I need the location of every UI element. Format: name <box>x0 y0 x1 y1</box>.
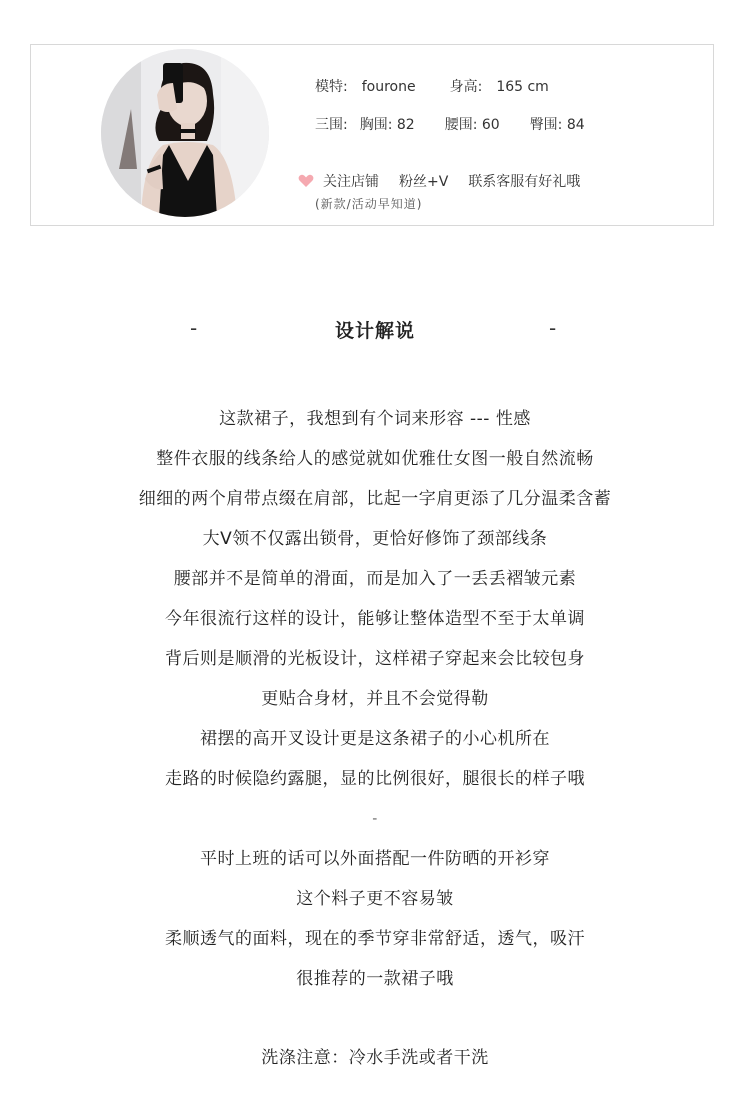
model-name-row <box>315 76 549 96</box>
hip-value: 臀围: 84 <box>529 117 585 133</box>
height-label: 身高: <box>449 79 483 95</box>
news-note: (新款/活动早知道) <box>315 197 423 211</box>
contact-service-link[interactable]: 联系客服有好礼哦 <box>468 174 581 190</box>
waist-value: 腰围: 60 <box>444 117 500 133</box>
height-value: 165 cm <box>496 79 549 95</box>
model-label: 模特: <box>315 79 348 95</box>
description-line: 柔顺透气的面料，现在的季节穿非常舒适，透气，吸汗 <box>165 929 585 949</box>
description-line: 细细的两个肩带点缀在肩部，比起一字肩更添了几分温柔含蓄 <box>138 489 612 509</box>
title-dash-left: - <box>190 316 198 340</box>
fans-label: 粉丝+V <box>399 174 449 190</box>
model-details <box>315 45 715 227</box>
description-line: 平时上班的话可以外面搭配一件防晒的开衫穿 <box>200 849 550 869</box>
title-dash-right: - <box>549 316 557 340</box>
bust-value: 胸围: 82 <box>359 117 415 133</box>
description-separator: - <box>372 811 378 827</box>
description-line: 今年很流行这样的设计，能够让整体造型不至于太单调 <box>165 609 585 629</box>
description-line: 背后则是顺滑的光板设计，这样裙子穿起来会比较包身 <box>165 649 585 669</box>
description-line: 很推荐的一款裙子哦 <box>296 969 454 989</box>
description-line: 更贴合身材，并且不会觉得勒 <box>261 689 489 709</box>
model-info-card <box>30 44 714 226</box>
design-description <box>0 404 750 1004</box>
description-line: 裙摆的高开叉设计更是这条裙子的小心机所在 <box>200 729 550 749</box>
model-photo <box>101 49 269 217</box>
washing-instructions: 洗涤注意：冷水手洗或者干洗 <box>261 1048 489 1068</box>
measurements-label: 三围: <box>315 117 348 133</box>
follow-store-link[interactable]: 关注店铺 <box>323 174 379 190</box>
description-line: 大V领不仅露出锁骨，更恰好修饰了颈部线条 <box>202 529 548 549</box>
section-header <box>0 316 750 346</box>
measurements-row <box>315 114 585 134</box>
section-title: 设计解说 <box>334 320 415 342</box>
description-line: 这款裙子，我想到有个词来形容 --- 性感 <box>219 409 531 429</box>
description-line: 这个料子更不容易皱 <box>296 889 454 909</box>
description-line: 腰部并不是简单的滑面，而是加入了一丢丢褶皱元素 <box>173 569 577 589</box>
heart-icon <box>298 174 314 188</box>
follow-row <box>315 171 600 191</box>
model-avatar <box>101 49 269 217</box>
model-name: fourone <box>361 79 416 95</box>
description-line: 走路的时候隐约露腿，显的比例很好，腿很长的样子哦 <box>165 769 585 789</box>
description-line: 整件衣服的线条给人的感觉就如优雅仕女图一般自然流畅 <box>156 449 594 469</box>
